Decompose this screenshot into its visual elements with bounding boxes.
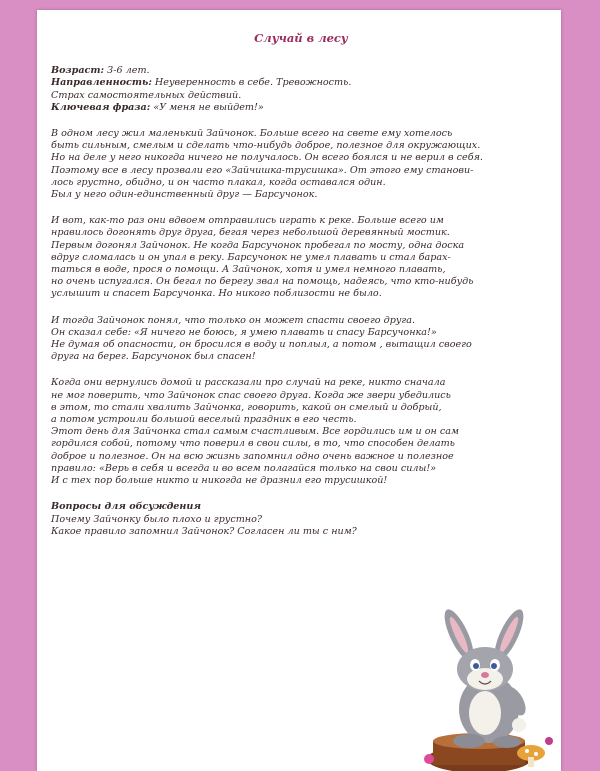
direction-line xyxy=(51,77,551,89)
age-line xyxy=(51,65,551,77)
key-phrase-label: Ключевая фраза: xyxy=(51,101,151,113)
direction-label: Направленность: xyxy=(51,77,152,89)
key-phrase-value: «У меня не выйдет!» xyxy=(153,101,264,113)
direction-line-2: Страх самостоятельных действий. xyxy=(51,89,242,101)
bunny-illustration-icon xyxy=(419,601,559,771)
story-title: Случай в лесу xyxy=(254,31,348,45)
story-paragraph: И вот, как-то раз они вдвоем отправились играть к реке. Больше всего им нравилось догонять друг друга, бегая через небольшой деревянный мостик. Первым догонял Зайчонок. Не когда Барсучонок пробегал по мосту, одна доска вдруг сломалась и он упал в реку. Барсучонок не умел плавать и стал барах- таться в воде, прося о помощи. А Зайчонок, хотя и умел немного плавать, но очень испугался. Он бегал по берегу звал на помощь, надеясь, что кто-нибудь услышит и спасет Барсучонка. Но никого поблизости не было. xyxy=(51,215,474,300)
story-paragraph: Когда они вернулись домой и рассказали про случай на реке, никто сначала не мог поверить, что Зайчонок спас своего друга. Когда же звери убедились в этом, то стали хвалить Зайчонка, говорить, какой он смелый и добрый, а потом устроили большой веселый праздник в его честь. Этот день для Зайчонка стал самым счастливым. Все гордились им и он сам гордился собой, потому что поверил в свои силы, в то, что способен делать доброе и полезное. Он на всю жизнь запомнил одно очень важное и полезное правило: «Верь в себя и всегда и во всем полагайся только на свои силы!» И с тех пор больше никто и никогда не дразнил его трусишкой! xyxy=(51,377,459,487)
question-item: Почему Зайчонку было плохо и грустно? xyxy=(51,513,263,525)
age-value: 3-6 лет. xyxy=(107,65,150,77)
key-phrase-line xyxy=(51,102,551,114)
story-meta xyxy=(51,65,551,114)
document-page xyxy=(37,10,561,771)
story-content xyxy=(51,32,551,538)
age-label: Возраст: xyxy=(51,65,105,77)
story-paragraph: И тогда Зайчонок понял, что только он может спасти своего друга. Он сказал себе: «Я ничего не боюсь, я умею плавать и спасу Барсучонка!» Не думая об опасности, он бросился в воду и поплыл, а потом , вытащил своего друга на берег. Барсучонок был спасен! xyxy=(51,314,472,363)
story-paragraph: В одном лесу жил маленький Зайчонок. Больше всего на свете ему хотелось быть сильным, смелым и сделать что-нибудь доброе, полезное для окружающих. Но на деле у него никогда ничего не получалось. Он всего боялся и не верил в себя. Поэтому все в лесу прозвали его «Зайчишка-трусишка». От этого ему станови- лось грустно, обидно, и он часто плакал, когда оставался один. Был у него один-единственный друг — Барсучонок. xyxy=(51,128,483,201)
questions-heading: Вопросы для обсуждения xyxy=(51,501,202,513)
question-item: Какое правило запомнил Зайчонок? Согласен ли ты с ним? xyxy=(51,525,357,537)
direction-value: Неуверенность в себе. Тревожность. xyxy=(154,77,352,89)
